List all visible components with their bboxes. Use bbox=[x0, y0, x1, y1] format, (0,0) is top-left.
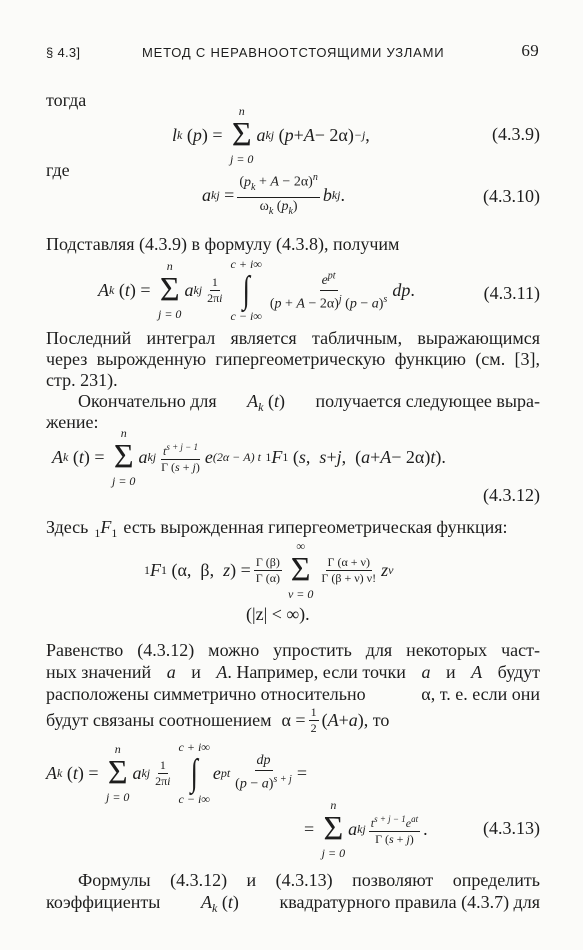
paragraph-finally-line1: Окончательно для $A_k$ (t) получается следующее выра- bbox=[78, 389, 540, 420]
equation-number-4-3-11: (4.3.11) bbox=[483, 283, 540, 303]
equation-number-4-3-12: (4.3.12) bbox=[483, 485, 540, 505]
paragraph-equality-line4: будут связаны соотношением α = $\frac{1}{2}$ ( A + a ) , то bbox=[46, 704, 390, 735]
word-togda: тогда bbox=[46, 90, 87, 110]
section-ref: § 4.3] bbox=[46, 45, 81, 60]
paragraph-equality-line2: ных значений a и A. Например, если точки a и A будут bbox=[46, 660, 540, 685]
equation-number-4-3-13: (4.3.13) bbox=[483, 818, 540, 838]
paragraph-formulas-line2: коэффициенты $A_k$ (t) квадратурного правила (4.3.7) для bbox=[46, 890, 540, 921]
paragraph-last-integral-line1: Последний интеграл является табличным, выражающимся bbox=[46, 328, 540, 348]
equation-number-4-3-9: (4.3.9) bbox=[492, 124, 540, 144]
here-text-a: Здесь bbox=[46, 517, 89, 537]
paragraph-last-integral-line2: через вырожденную гипергеометрическую функцию (см. [3], bbox=[46, 349, 540, 369]
formulas-text-2a: коэффициенты bbox=[46, 892, 161, 912]
paragraph-last-integral-line3: стр. 231). bbox=[46, 370, 118, 390]
here-text-b: есть вырожденная гипергеометрическая функция: bbox=[123, 517, 508, 537]
paragraph-equality-line3: расположены симметрично относительно α, т. е. если они bbox=[46, 682, 540, 707]
equation-1f1-definition: 1 F 1 (α, β, z ) = $\frac{\Gamma (\beta)}{\Gamma (\alpha)}$ ∞ Σ ν = 0 $\frac{\Gamma (\alpha + \nu)}{\Gamma (\beta + \nu) \nu!}$ z ν bbox=[144, 539, 394, 601]
paragraph-finally-line2: жение: bbox=[46, 412, 99, 432]
equation-4-3-13-line1: A k ( t ) = n Σ j = 0 a kj $\frac{1}{2\pi i}$ c + i∞ ∫ c − i∞ e pt $\frac{dp}{(p - a)^{s + j}}$ = bbox=[46, 740, 307, 806]
equality-text-2e: будут bbox=[497, 662, 540, 682]
paragraph-substitute: Подставляя (4.3.9) в формулу (4.3.8), получим bbox=[46, 234, 400, 254]
equation-number-4-3-10: (4.3.10) bbox=[483, 186, 540, 206]
condition-z-finite: (|z| < ∞). bbox=[246, 604, 310, 624]
equality-text-3a: расположены симметрично относительно bbox=[46, 684, 366, 704]
equality-text-2d: и bbox=[445, 662, 456, 682]
equality-text-2b: и bbox=[191, 662, 201, 682]
equation-4-3-10: a kj = $\frac{(p_k + A - 2\alpha)^n}{\omega_k (p_k)}$ b kj . bbox=[202, 172, 345, 218]
finally-text-b: получается следующее выра- bbox=[315, 391, 540, 411]
equality-text-2a: ных значений bbox=[46, 662, 152, 682]
paragraph-here: Здесь $_1F_1$ есть вырожденная гипергеометрическая функция: bbox=[46, 515, 540, 546]
equality-text-2c: . Например, если точки bbox=[227, 662, 406, 682]
equation-4-3-13-line2: = n Σ j = 0 a kj $\frac{t^{s + j - 1}e^{at}}{\Gamma (s + j)}$ . bbox=[304, 798, 428, 860]
equation-4-3-12: A k ( t ) = n Σ j = 0 a kj $\frac{t^{s + j - 1}}{\Gamma (s + j)}$ e (2α − A) t 1 F 1 ( s , s + j , ( a + A − 2α) t ). bbox=[52, 426, 446, 488]
chapter-title: МЕТОД С НЕРАВНООТСТОЯЩИМИ УЗЛАМИ bbox=[142, 45, 445, 60]
formulas-text-2b: квадратурного правила (4.3.7) для bbox=[279, 892, 540, 912]
equation-4-3-9: l k ( p ) = n Σ j = 0 a kj ( p + A − 2α) −j , bbox=[172, 104, 370, 166]
paragraph-formulas-line1: Формулы (4.3.12) и (4.3.13) позволяют определить bbox=[78, 870, 540, 890]
page-number: 69 bbox=[521, 41, 539, 60]
paragraph-equality-line1: Равенство (4.3.12) можно упростить для некоторых част- bbox=[46, 640, 540, 660]
equality-text-3b: , т. е. если они bbox=[430, 684, 540, 704]
equality-text-4b: , то bbox=[363, 709, 390, 730]
equality-text-4a: будут связаны соотношением bbox=[46, 709, 272, 730]
finally-text-a: Окончательно для bbox=[78, 391, 217, 411]
equation-4-3-11: A k ( t ) = n Σ j = 0 a kj $\frac{1}{2\pi i}$ c + i∞ ∫ c − i∞ $\frac{e^{pt}}{(p + A - 2\alpha)^j (p - a)^s}$ dp . bbox=[98, 257, 415, 323]
word-gde: где bbox=[46, 160, 70, 180]
